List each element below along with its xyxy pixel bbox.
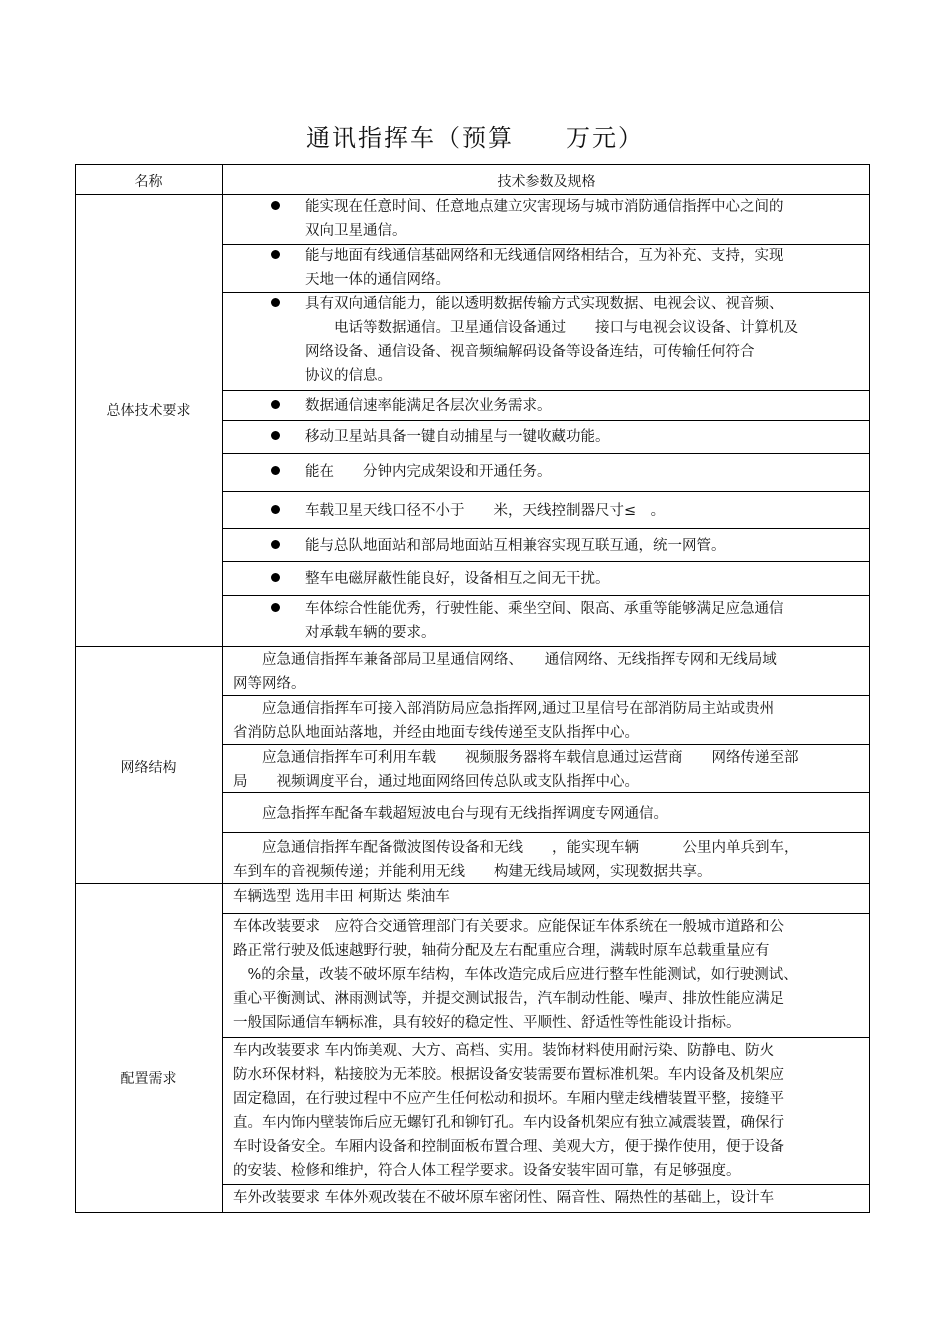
bullet-icon	[271, 400, 280, 409]
list-item: 具有双向通信能力，能以透明数据传输方式实现数据、电视会议、视音频、 电话等数据通信。卫星通信设备通过 接口与电视会议设备、计算机及 网络设备、通信设备、视音频编解码设备等设备连结，可传输任何符合 协议的信息。	[223, 294, 870, 390]
list-item: 整车电磁屏蔽性能良好，设备相互之间无干扰。	[223, 563, 870, 594]
list-item: 车辆选型 选用丰田 柯斯达 柴油车	[233, 889, 450, 905]
list-item: 应急通信指挥车兼备部局卫星通信网络、 通信网络、无线指挥专网和无线局域 网等网络。	[233, 652, 777, 692]
bullet-icon	[271, 466, 280, 475]
list-item: 应急通信指挥车可利用车载 视频服务器将车载信息通过运营商 网络传递至部 局 视频调度平台，通过地面网络回传总队或支队指挥中心。	[233, 750, 799, 790]
section-divider	[75, 646, 870, 647]
list-item: 能实现在任意时间、任意地点建立灾害现场与城市消防通信指挥中心之间的 双向卫星通信。	[223, 197, 870, 244]
bullet-icon	[271, 298, 280, 307]
table-border-left	[75, 164, 76, 1213]
header-name: 名称	[134, 174, 163, 190]
list-item: 车体改装要求 应符合交通管理部门有关要求。应能保证车体系统在一般城市道路和公 路正常行驶及低速越野行驶，轴荷分配及左右配重应合理，满载时原车总载重量应有 %的余量，改装不破坏原车结构，车体改造完成后应进行整车性能测试，如行驶测试、 重心平衡测试、淋雨测试等，并提交测试报告，汽车制动性能、噪声、排放性能应满足 一般国际通信车辆标准，具有较好的稳定性、平顺性、舒适性等性能设计指标。	[233, 919, 798, 1031]
bullet-icon	[271, 573, 280, 582]
list-item: 车载卫星天线口径不小于 米，天线控制器尺寸≤ 。	[223, 493, 870, 527]
section-label-config: 配置需求	[120, 1071, 177, 1087]
list-item: 能在 分钟内完成架设和开通任务。	[223, 455, 870, 490]
list-item: 车体综合性能优秀，行驶性能、乘坐空间、限高、承重等能够满足应急通信 对承载车辆的要求。	[223, 597, 870, 644]
table-border-bottom	[75, 1212, 870, 1213]
list-item: 车外改装要求 车体外观改装在不破坏原车密闭性、隔音性、隔热性的基础上，设计车	[233, 1190, 775, 1206]
section-label-network: 网络结构	[120, 760, 177, 776]
table-border-top	[75, 164, 870, 165]
bullet-icon	[271, 540, 280, 549]
section-label-overall: 总体技术要求	[106, 403, 191, 419]
section-divider	[75, 883, 870, 884]
bullet-icon	[271, 603, 280, 612]
list-item: 能与总队地面站和部局地面站互相兼容实现互联互通，统一网管。	[223, 530, 870, 560]
spec-table	[75, 164, 870, 1213]
list-item: 应急通信指挥车配备微波图传设备和无线 ，能实现车辆 公里内单兵到车， 车到车的音视频传递；并能利用无线 构建无线局域网，实现数据共享。	[233, 840, 799, 880]
list-item: 应急指挥车配备车载超短波电台与现有无线指挥调度专网通信。	[233, 806, 668, 822]
bullet-icon	[271, 505, 280, 514]
bullet-icon	[271, 201, 280, 210]
header-spec: 技术参数及规格	[497, 174, 596, 190]
list-item: 移动卫星站具备一键自动捕星与一键收藏功能。	[223, 422, 870, 452]
page-title: 通讯指挥车（预算 万元）	[306, 124, 644, 152]
list-item: 车内改装要求 车内饰美观、大方、高档、实用。装饰材料使用耐污染、防静电、防火 防水环保材料，粘接胶为无苯胶。根据设备安装需要布置标准机架。车内设备及机架应 固定稳固，在行驶过程中不应产生任何松动和损坏。车厢内壁走线槽装置平整，接缝平 直。车内饰内壁装饰后应无螺钉孔和铆钉孔。车内设备机架应有独立减震装置，确保行 车时设备安全。车厢内设备和控制面板布置合理、美观大方，便于操作使用，便于设备 的安装、检修和维护，符合人体工程学要求。设备安装牢固可靠，有足够强度。	[233, 1043, 784, 1179]
list-item: 能与地面有线通信基础网络和无线通信网络相结合，互为补充、支持，实现 天地一体的通信网络。	[223, 246, 870, 292]
list-item: 应急通信指挥车可接入部消防局应急指挥网,通过卫星信号在部消防局主站或贵州 省消防总队地面站落地，并经由地面专线传递至支队指挥中心。	[233, 701, 775, 741]
list-item: 数据通信速率能满足各层次业务需求。	[223, 392, 870, 419]
bullet-icon	[271, 250, 280, 259]
bullet-icon	[271, 431, 280, 440]
